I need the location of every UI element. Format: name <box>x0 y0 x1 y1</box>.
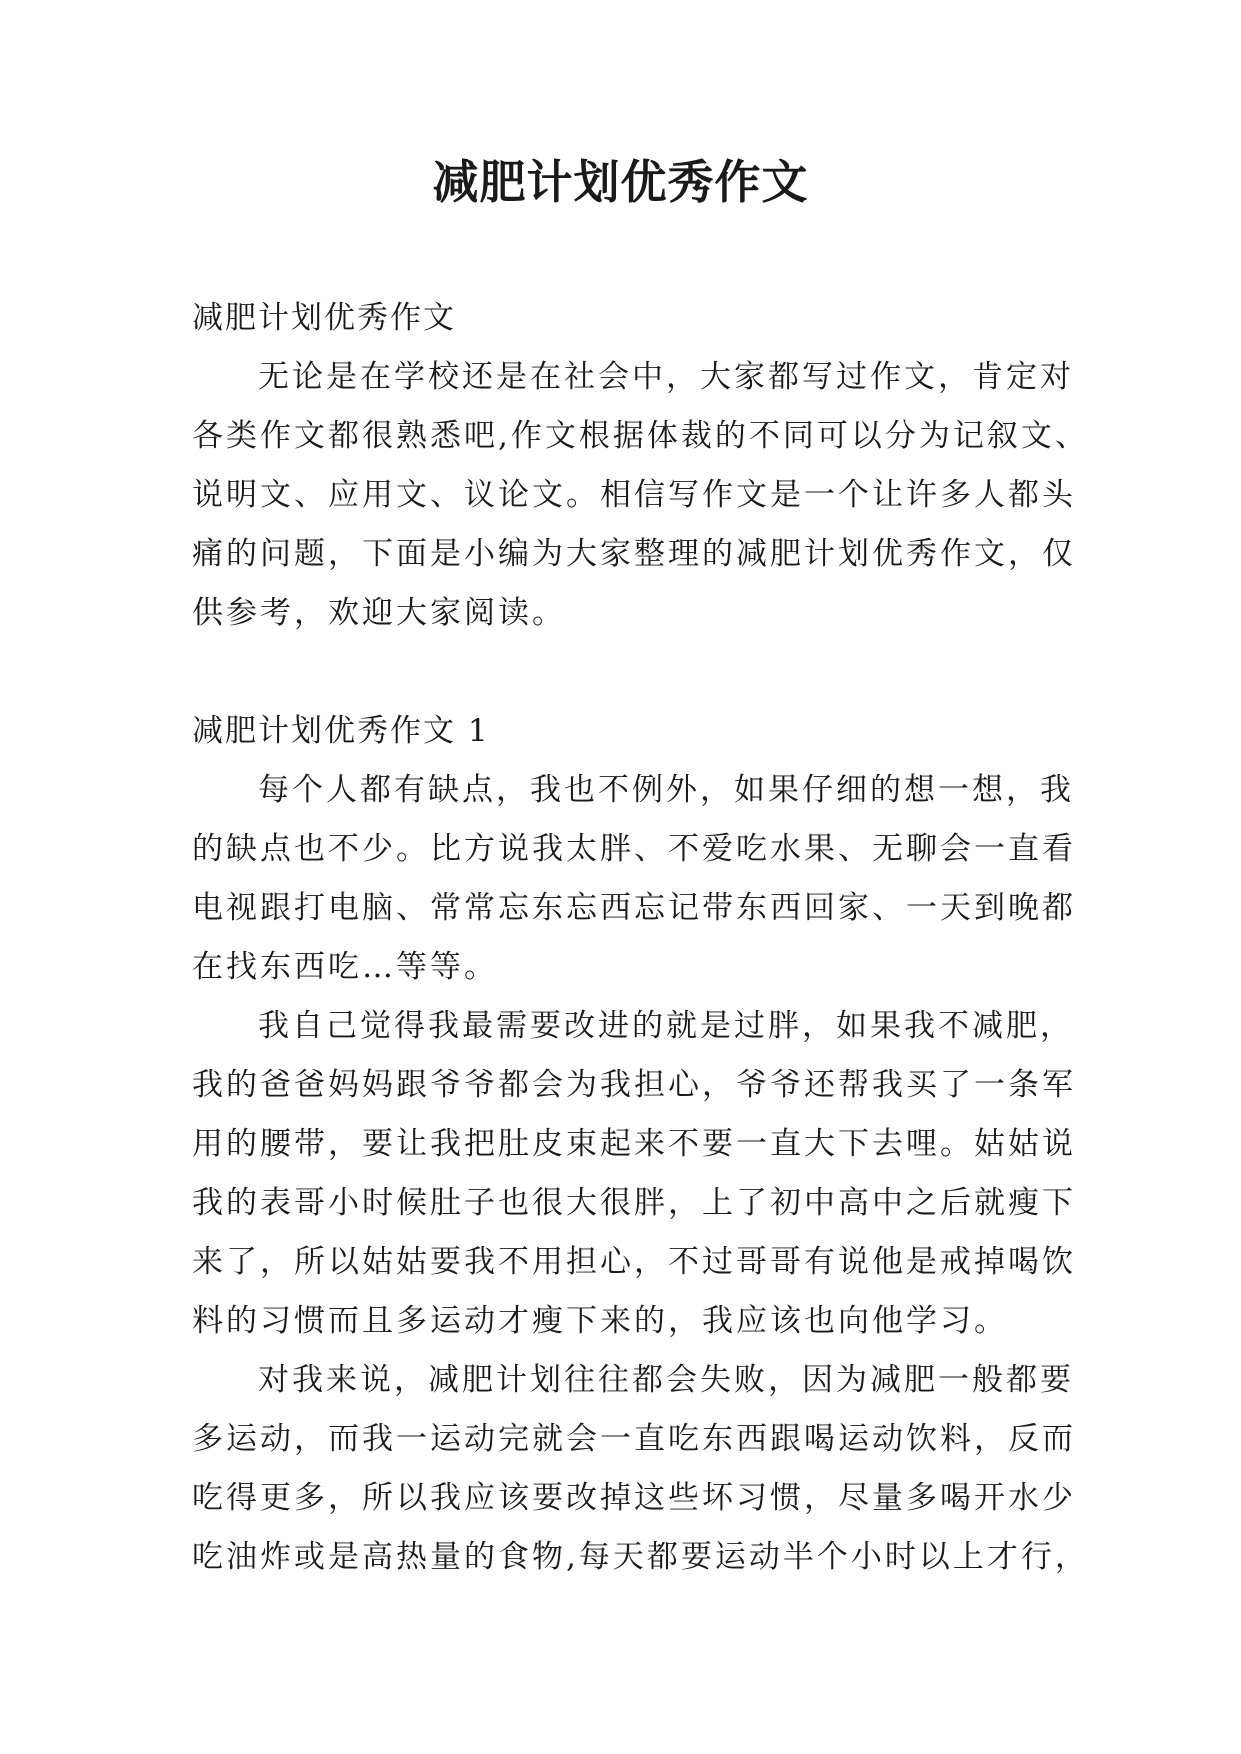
intro-line: 说明文、应用文、议论文。相信写作文是一个让许多人都头 <box>192 477 1076 513</box>
paragraph-line: 吃得更多，所以我应该要改掉这些坏习惯，尽量多喝开水少 <box>192 1480 1076 1516</box>
section-spacer <box>192 643 1058 702</box>
paragraph-1 <box>192 761 1076 997</box>
intro-line: 供参考，欢迎大家阅读。 <box>192 595 566 631</box>
intro-line: 痛的问题，下面是小编为大家整理的减肥计划优秀作文，仅 <box>192 536 1076 572</box>
paragraph-line: 吃油炸或是高热量的食物,每天都要运动半个小时以上才行， <box>192 1539 1089 1575</box>
paragraph-line: 来了，所以姑姑要我不用担心，不过哥哥有说他是戒掉喝饮 <box>192 1244 1076 1280</box>
paragraph-line: 电视跟打电脑、常常忘东忘西忘记带东西回家、一天到晚都 <box>192 890 1076 926</box>
paragraph-line: 在找东西吃…等等。 <box>192 949 498 985</box>
paragraph-line: 我的爸爸妈妈跟爷爷都会为我担心，爷爷还帮我买了一条军 <box>192 1067 1076 1103</box>
paragraph-line: 料的习惯而且多运动才瘦下来的，我应该也向他学习。 <box>192 1303 1008 1339</box>
section-heading: 减肥计划优秀作文 1 <box>192 713 490 749</box>
paragraph-line: 的缺点也不少。比方说我太胖、不爱吃水果、无聊会一直看 <box>192 831 1076 867</box>
paragraph-line: 每个人都有缺点，我也不例外，如果仔细的想一想，我 <box>258 772 1074 808</box>
document-title: 减肥计划优秀作文 <box>432 155 809 209</box>
intro-heading: 减肥计划优秀作文 <box>192 300 456 336</box>
paragraph-line: 对我来说，减肥计划往往都会失败，因为减肥一般都要 <box>258 1362 1074 1398</box>
paragraph-line: 我的表哥小时候肚子也很大很胖，上了初中高中之后就瘦下 <box>192 1185 1076 1221</box>
intro-line: 无论是在学校还是在社会中，大家都写过作文，肯定对 <box>258 359 1074 395</box>
intro-paragraph <box>192 348 1089 643</box>
paragraph-line: 用的腰带，要让我把肚皮束起来不要一直大下去哩。姑姑说 <box>192 1126 1076 1162</box>
paragraph-line: 我自己觉得我最需要改进的就是过胖，如果我不减肥， <box>258 1008 1074 1044</box>
intro-line: 各类作文都很熟悉吧,作文根据体裁的不同可以分为记叙文、 <box>192 418 1089 454</box>
paragraph-3 <box>192 1351 1089 1587</box>
paragraph-line: 多运动，而我一运动完就会一直吃东西跟喝运动饮料，反而 <box>192 1421 1076 1457</box>
paragraph-2 <box>192 997 1076 1351</box>
document-body <box>192 289 1089 1587</box>
